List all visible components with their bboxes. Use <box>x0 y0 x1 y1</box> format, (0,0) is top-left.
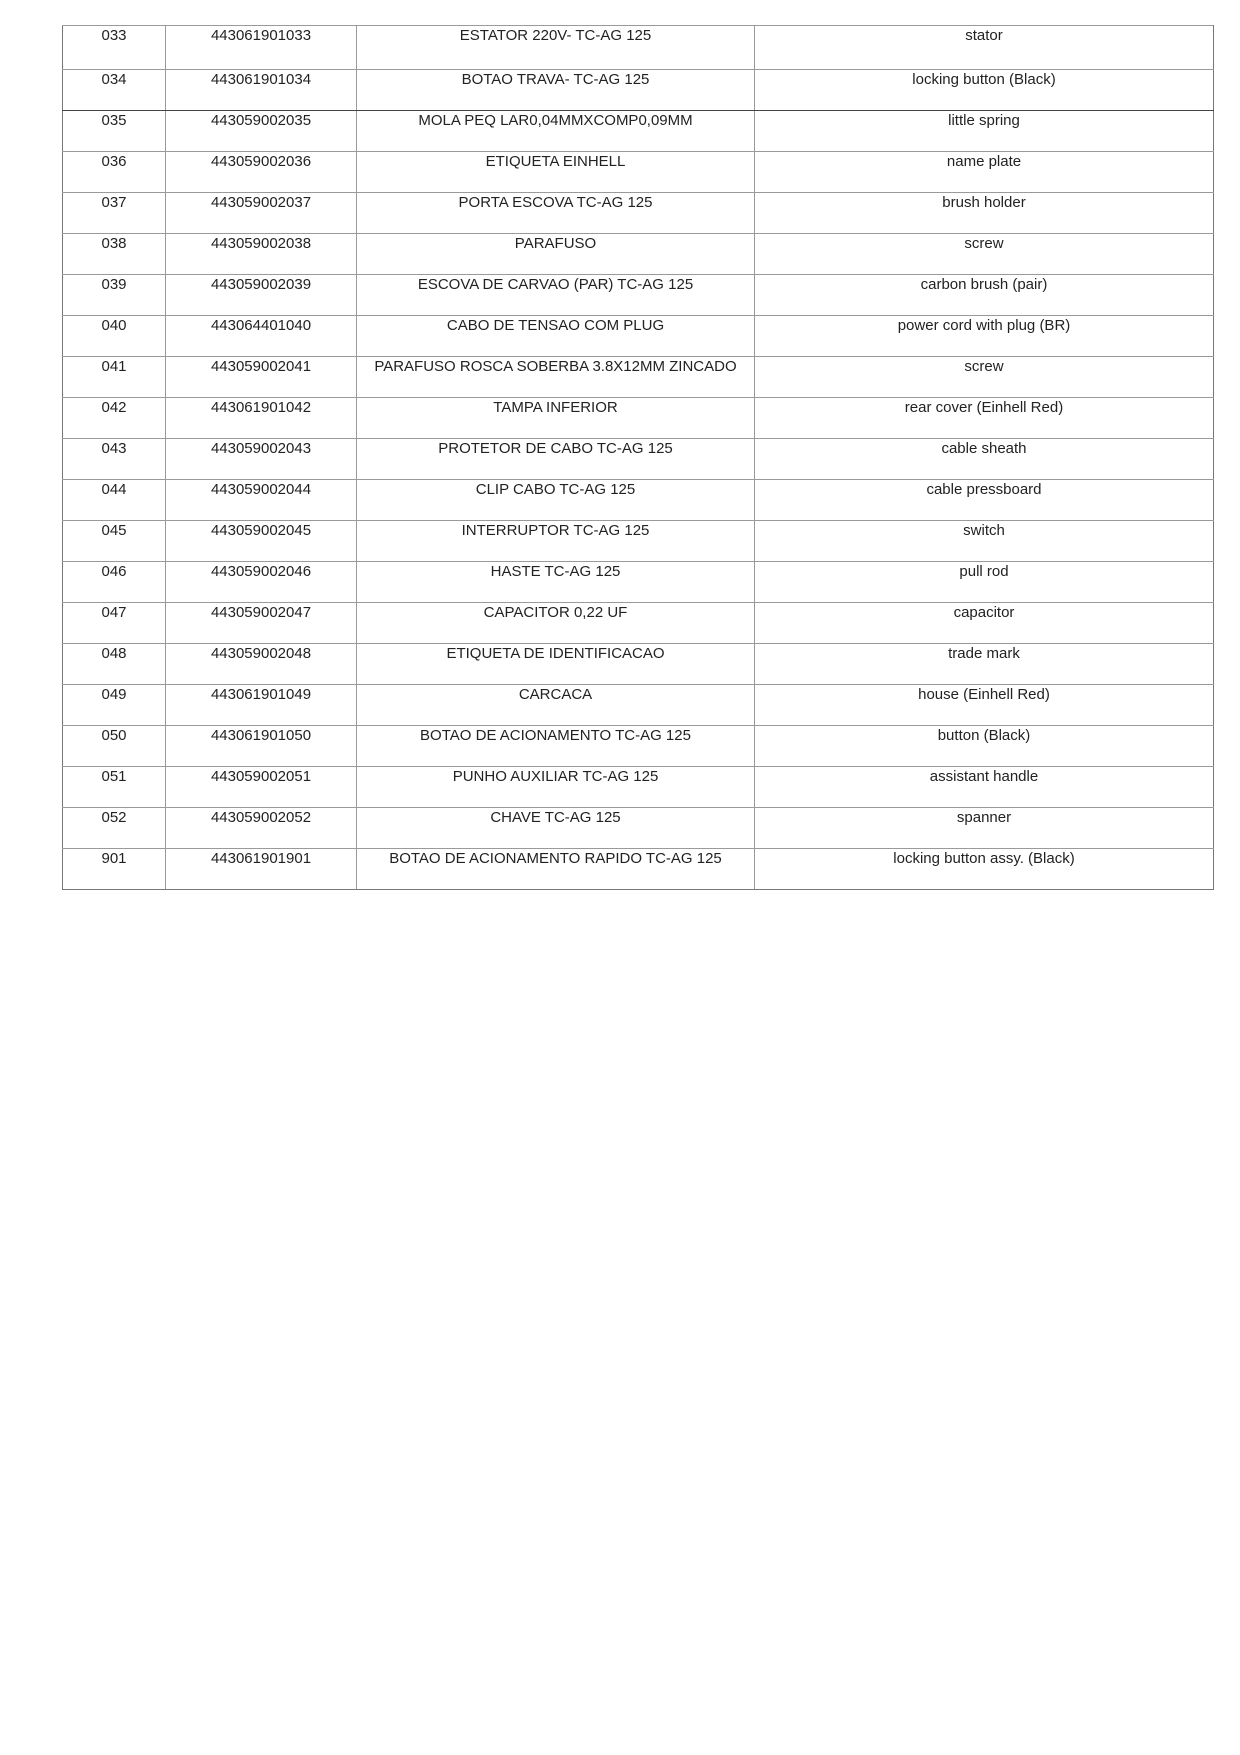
part-description-en-cell: little spring <box>755 111 1214 152</box>
part-description-en-cell: locking button (Black) <box>755 70 1214 111</box>
part-description-en-cell: locking button assy. (Black) <box>755 849 1214 890</box>
part-description-en-cell: stator <box>755 26 1214 70</box>
part-position-cell: 038 <box>63 234 166 275</box>
table-row <box>63 726 1214 767</box>
part-description-en-cell: power cord with plug (BR) <box>755 316 1214 357</box>
parts-table <box>62 25 1214 890</box>
part-article-number-cell: 443059002043 <box>166 439 357 480</box>
table-row <box>63 234 1214 275</box>
part-description-pt-cell: ESCOVA DE CARVAO (PAR) TC-AG 125 <box>357 275 755 316</box>
table-row <box>63 480 1214 521</box>
part-article-number-cell: 443059002041 <box>166 357 357 398</box>
part-article-number-cell: 443059002037 <box>166 193 357 234</box>
table-row <box>63 849 1214 890</box>
part-description-pt-cell: CLIP CABO TC-AG 125 <box>357 480 755 521</box>
table-row <box>63 439 1214 480</box>
part-description-en-cell: screw <box>755 234 1214 275</box>
part-description-en-cell: house (Einhell Red) <box>755 685 1214 726</box>
part-description-pt-cell: TAMPA INFERIOR <box>357 398 755 439</box>
table-row <box>63 808 1214 849</box>
part-description-pt-cell: PUNHO AUXILIAR TC-AG 125 <box>357 767 755 808</box>
part-article-number-cell: 443059002051 <box>166 767 357 808</box>
part-position-cell: 901 <box>63 849 166 890</box>
table-row <box>63 70 1214 111</box>
table-row <box>63 316 1214 357</box>
part-description-en-cell: assistant handle <box>755 767 1214 808</box>
part-article-number-cell: 443059002046 <box>166 562 357 603</box>
part-description-en-cell: switch <box>755 521 1214 562</box>
table-row <box>63 26 1214 70</box>
part-article-number-cell: 443059002035 <box>166 111 357 152</box>
part-position-cell: 041 <box>63 357 166 398</box>
part-article-number-cell: 443061901901 <box>166 849 357 890</box>
part-position-cell: 044 <box>63 480 166 521</box>
table-row <box>63 603 1214 644</box>
part-position-cell: 042 <box>63 398 166 439</box>
part-description-pt-cell: CHAVE TC-AG 125 <box>357 808 755 849</box>
part-position-cell: 039 <box>63 275 166 316</box>
table-row <box>63 111 1214 152</box>
part-description-pt-cell: CABO DE TENSAO COM PLUG <box>357 316 755 357</box>
part-article-number-cell: 443061901042 <box>166 398 357 439</box>
part-article-number-cell: 443059002045 <box>166 521 357 562</box>
part-description-en-cell: capacitor <box>755 603 1214 644</box>
part-article-number-cell: 443059002048 <box>166 644 357 685</box>
table-row <box>63 398 1214 439</box>
part-description-pt-cell: PARAFUSO <box>357 234 755 275</box>
part-position-cell: 043 <box>63 439 166 480</box>
part-position-cell: 050 <box>63 726 166 767</box>
part-article-number-cell: 443059002039 <box>166 275 357 316</box>
part-description-en-cell: name plate <box>755 152 1214 193</box>
part-description-pt-cell: CAPACITOR 0,22 UF <box>357 603 755 644</box>
part-description-pt-cell: PORTA ESCOVA TC-AG 125 <box>357 193 755 234</box>
part-description-pt-cell: PROTETOR DE CABO TC-AG 125 <box>357 439 755 480</box>
table-row <box>63 193 1214 234</box>
part-position-cell: 034 <box>63 70 166 111</box>
table-row <box>63 275 1214 316</box>
part-description-en-cell: trade mark <box>755 644 1214 685</box>
part-article-number-cell: 443064401040 <box>166 316 357 357</box>
part-article-number-cell: 443059002047 <box>166 603 357 644</box>
part-description-pt-cell: BOTAO DE ACIONAMENTO RAPIDO TC-AG 125 <box>357 849 755 890</box>
part-position-cell: 048 <box>63 644 166 685</box>
part-description-en-cell: cable pressboard <box>755 480 1214 521</box>
part-description-en-cell: spanner <box>755 808 1214 849</box>
table-row <box>63 644 1214 685</box>
table-row <box>63 357 1214 398</box>
part-article-number-cell: 443059002038 <box>166 234 357 275</box>
part-description-pt-cell: ESTATOR 220V- TC-AG 125 <box>357 26 755 70</box>
part-article-number-cell: 443059002044 <box>166 480 357 521</box>
part-description-en-cell: button (Black) <box>755 726 1214 767</box>
part-description-pt-cell: HASTE TC-AG 125 <box>357 562 755 603</box>
part-article-number-cell: 443061901034 <box>166 70 357 111</box>
part-description-pt-cell: ETIQUETA EINHELL <box>357 152 755 193</box>
table-row <box>63 562 1214 603</box>
part-description-en-cell: rear cover (Einhell Red) <box>755 398 1214 439</box>
part-position-cell: 046 <box>63 562 166 603</box>
part-position-cell: 049 <box>63 685 166 726</box>
part-description-en-cell: screw <box>755 357 1214 398</box>
part-description-en-cell: carbon brush (pair) <box>755 275 1214 316</box>
part-article-number-cell: 443059002052 <box>166 808 357 849</box>
part-article-number-cell: 443061901050 <box>166 726 357 767</box>
part-position-cell: 052 <box>63 808 166 849</box>
part-article-number-cell: 443059002036 <box>166 152 357 193</box>
part-position-cell: 040 <box>63 316 166 357</box>
table-row <box>63 767 1214 808</box>
part-description-pt-cell: PARAFUSO ROSCA SOBERBA 3.8X12MM ZINCADO <box>357 357 755 398</box>
part-description-pt-cell: BOTAO TRAVA- TC-AG 125 <box>357 70 755 111</box>
part-description-pt-cell: BOTAO DE ACIONAMENTO TC-AG 125 <box>357 726 755 767</box>
part-article-number-cell: 443061901033 <box>166 26 357 70</box>
part-description-pt-cell: CARCACA <box>357 685 755 726</box>
part-position-cell: 037 <box>63 193 166 234</box>
table-row <box>63 685 1214 726</box>
parts-table-body <box>63 26 1214 890</box>
part-position-cell: 033 <box>63 26 166 70</box>
part-description-pt-cell: MOLA PEQ LAR0,04MMXCOMP0,09MM <box>357 111 755 152</box>
part-position-cell: 047 <box>63 603 166 644</box>
table-row <box>63 152 1214 193</box>
part-description-en-cell: brush holder <box>755 193 1214 234</box>
part-position-cell: 036 <box>63 152 166 193</box>
part-description-pt-cell: INTERRUPTOR TC-AG 125 <box>357 521 755 562</box>
part-article-number-cell: 443061901049 <box>166 685 357 726</box>
part-position-cell: 035 <box>63 111 166 152</box>
part-description-pt-cell: ETIQUETA DE IDENTIFICACAO <box>357 644 755 685</box>
table-row <box>63 521 1214 562</box>
part-position-cell: 051 <box>63 767 166 808</box>
part-description-en-cell: pull rod <box>755 562 1214 603</box>
part-position-cell: 045 <box>63 521 166 562</box>
part-description-en-cell: cable sheath <box>755 439 1214 480</box>
